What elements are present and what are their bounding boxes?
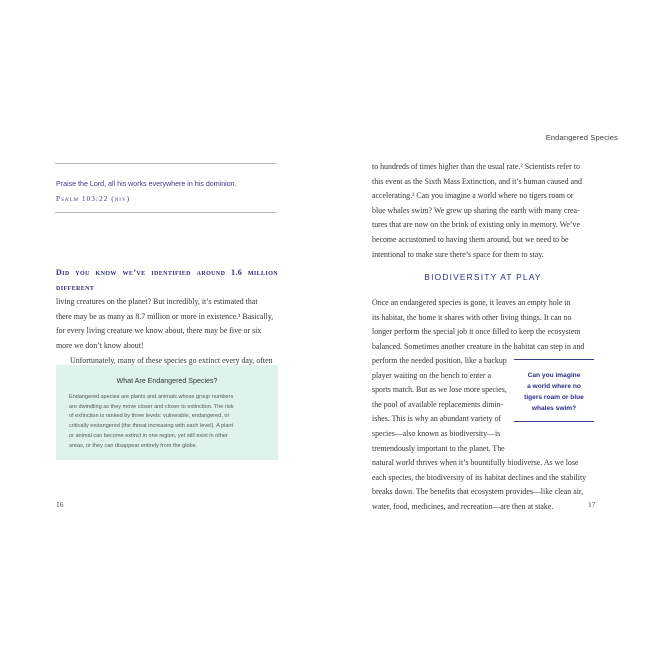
lead-in-line: Did you know we’ve identified around 1.6 million different (56, 268, 278, 292)
paragraph-line: tremendously important to the planet. The (372, 443, 505, 453)
verse-bottom-rule (55, 212, 277, 213)
paragraph-line: Unfortunately, many of these species go extinct every day, often (70, 355, 273, 365)
paragraph-line: Once an endangered species is gone, it leaves an empty hole in (372, 298, 571, 307)
sidebar-title: What Are Endangered Species? (116, 377, 218, 385)
pullquote-bottom-rule (514, 421, 594, 422)
paragraph-line: breaks down. The benefits that ecosystem provides—like clean air, (372, 487, 584, 497)
page-number-right: 17 (588, 500, 596, 509)
sidebar-line: Endangered species are plants and animals whose group numbers (69, 394, 234, 400)
verse-top-rule (55, 163, 277, 164)
scripture-verse: Praise the Lord, all his works everywhere in his dominion. (56, 180, 237, 188)
page-number-left: 16 (56, 500, 64, 509)
pullquote-line: Can you imagine (527, 372, 581, 379)
paragraph-line: to hundreds of times higher than the usual rate.² Scientists refer to (372, 162, 580, 171)
sidebar-box (56, 365, 278, 460)
paragraph-line: accelerating.³ Can you imagine a world where no tigers roam or (372, 191, 574, 201)
paragraph-line: for every living creature we know about, there may be five or six (56, 326, 262, 336)
right-body-narrow (372, 354, 507, 456)
sidebar-line: critically endangered (the threat increasing with each level). A plant (69, 423, 234, 430)
paragraph-line: tures that are now on the brink of existing only in memory. We’ve (372, 220, 580, 230)
paragraph-line: each species, the biodiversity of its habitat declines and the stability (372, 472, 587, 482)
sidebar-line: of extinction is ranked by three levels: vulnerable, endangered, or (69, 413, 230, 420)
pullquote-line: whales swim? (531, 405, 577, 412)
right-body-end (372, 456, 594, 514)
running-head: Endangered Species (545, 133, 618, 142)
paragraph-line: its habitat, the home it shares with other living things. It can no (372, 312, 572, 322)
paragraph-line: the pool of available replacements dimin- (372, 399, 504, 409)
paragraph-line: water, food, medicines, and recreation—are then at stake. (372, 501, 554, 511)
pullquote (514, 370, 594, 414)
paragraph-line: more we don’t know about! (56, 340, 144, 350)
paragraph-line: become accustomed to having them around, but we need to be (372, 234, 569, 244)
paragraph-line: there may be as many as 8.7 million or more in existence.¹ Basically, (56, 311, 274, 321)
sidebar-line: are dwindling as they move closer and closer to extinction. The risk (69, 403, 234, 410)
paragraph-line: natural world thrives when it’s bountifully biodiverse. As we lose (372, 458, 579, 467)
sidebar-line: or animal can become extinct in one region, yet still exist in other (69, 432, 228, 439)
paragraph-line: longer perform the special job it once filled to keep the ecosystem (372, 327, 581, 337)
pullquote-top-rule (514, 359, 594, 360)
paragraph-line: living creatures on the planet? But incredibly, it’s estimated that (56, 297, 258, 307)
paragraph-line: blue whales swim? We grew up sharing the earth with many crea- (372, 205, 580, 215)
right-body-full (372, 296, 594, 354)
paragraph-line: species—also known as biodiversity—is (372, 428, 501, 438)
paragraph-line: intentional to make sure there’s space for them to stay. (372, 249, 544, 259)
scripture-reference: Psalm 103:22 (niv) (56, 194, 131, 203)
paragraph-line: perform the needed position, like a backup (372, 356, 507, 365)
section-heading: BIODIVERSITY AT PLAY (424, 272, 542, 282)
pullquote-line: a world where no (527, 383, 581, 390)
sidebar-line: areas, or they can disappear entirely from the globe. (69, 442, 198, 449)
pullquote-line: tigers roam or blue (524, 394, 584, 401)
paragraph-line: sports match. But as we lose more species, (372, 385, 507, 395)
paragraph-line: this event as the Sixth Mass Extinction, and it’s human caused and (372, 176, 582, 186)
right-body-top (372, 160, 594, 262)
sidebar-text (69, 393, 267, 451)
paragraph-line: balanced. Sometimes another creature in the habitat can step in and (372, 341, 585, 351)
paragraph-line: ishes. This is why an abundant variety of (372, 414, 502, 424)
paragraph-line: player waiting on the bench to enter a (372, 370, 491, 380)
